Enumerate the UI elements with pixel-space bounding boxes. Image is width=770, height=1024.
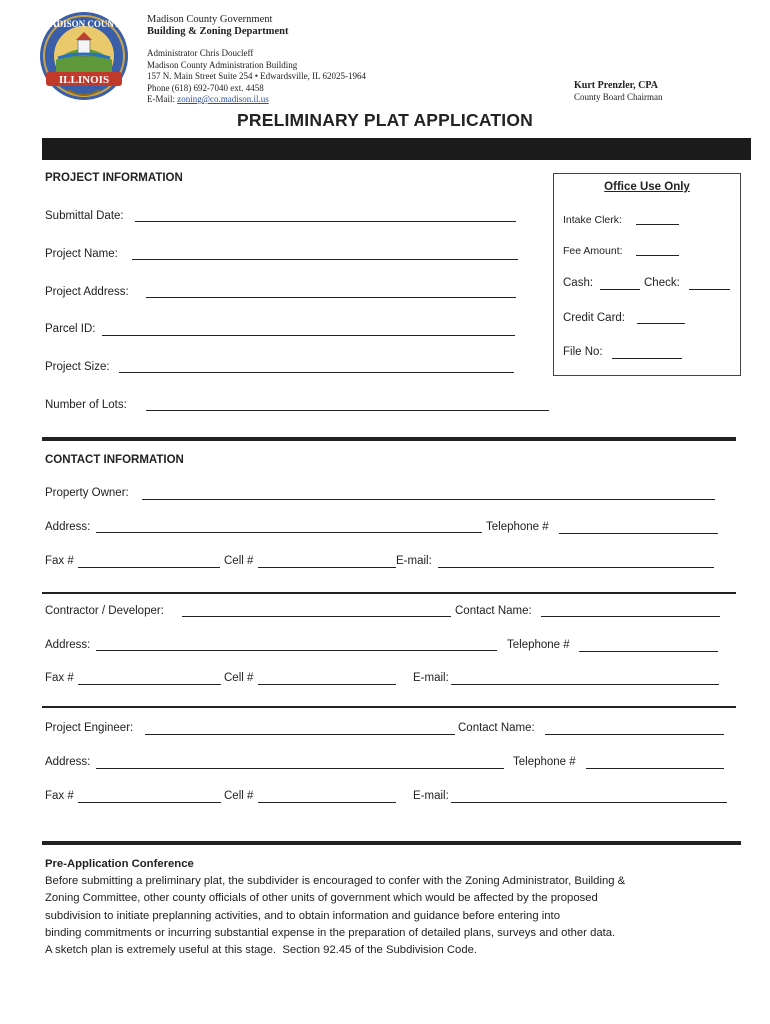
- project-size-label: Project Size:: [45, 361, 110, 373]
- contractor-cell-field[interactable]: [258, 684, 396, 685]
- number-of-lots-label: Number of Lots:: [45, 399, 127, 411]
- page-title: PRELIMINARY PLAT APPLICATION: [237, 110, 533, 130]
- contact-info-heading: CONTACT INFORMATION: [45, 454, 184, 466]
- fee-amount-field[interactable]: [636, 255, 679, 256]
- submittal-date-field[interactable]: [135, 221, 516, 222]
- contractor-email-field[interactable]: [451, 684, 719, 685]
- project-address-label: Project Address:: [45, 286, 129, 298]
- contractor-divider: [42, 706, 736, 708]
- contractor-field[interactable]: [182, 616, 451, 617]
- owner-address-label: Address:: [45, 521, 91, 533]
- engineer-address-field[interactable]: [96, 768, 504, 769]
- cash-field[interactable]: [600, 289, 640, 290]
- pre-application-line: subdivision to initiate preplanning activities, and to obtain information and guidance before entering into: [45, 909, 560, 922]
- owner-address-field[interactable]: [96, 532, 482, 533]
- pre-application-line: A sketch plan is extremely useful at this stage. Section 92.45 of the Subdivision Code.: [45, 944, 478, 957]
- project-address-field[interactable]: [146, 297, 516, 298]
- owner-fax-label: Fax #: [45, 555, 74, 567]
- credit-card-field[interactable]: [637, 323, 685, 324]
- department-header: [147, 14, 366, 106]
- contractor-fax-field[interactable]: [78, 684, 221, 685]
- chairman-title: County Board Chairman: [574, 91, 663, 102]
- pre-application-heading: Pre-Application Conference: [45, 858, 194, 870]
- cash-label: Cash:: [563, 277, 594, 289]
- property-owner-field[interactable]: [142, 499, 715, 500]
- chairman-name: Kurt Prenzler, CPA: [574, 80, 658, 91]
- parcel-id-label: Parcel ID:: [45, 323, 96, 335]
- intake-clerk-field[interactable]: [636, 224, 679, 225]
- owner-email-label: E-mail:: [396, 555, 432, 567]
- email-label: E-Mail:: [147, 94, 178, 104]
- engineer-contact-name-field[interactable]: [545, 734, 724, 735]
- pre-application-line: Before submitting a preliminary plat, the subdivider is encouraged to confer with the Zoning Administrator, Building &: [45, 875, 626, 888]
- intake-clerk-label: Intake Clerk:: [563, 214, 622, 226]
- project-info-heading: PROJECT INFORMATION: [45, 172, 183, 184]
- file-no-field[interactable]: [612, 358, 682, 359]
- owner-email-field[interactable]: [438, 567, 714, 568]
- fee-amount-label: Fee Amount:: [563, 245, 623, 257]
- engineer-cell-label: Cell #: [224, 790, 254, 802]
- chairman-block: [574, 80, 663, 103]
- contractor-address-field[interactable]: [96, 650, 497, 651]
- pre-application-line: binding commitments or incurring substantial expense in the preparation of detailed plans, surveys and other data.: [45, 926, 616, 939]
- engineer-fax-field[interactable]: [78, 802, 221, 803]
- email-row: [147, 94, 366, 106]
- owner-divider: [42, 592, 736, 594]
- engineer-telephone-label: Telephone #: [513, 756, 576, 768]
- phone: Phone (618) 692-7040 ext. 4458: [147, 82, 264, 93]
- check-field[interactable]: [689, 289, 730, 290]
- engineer-field[interactable]: [145, 734, 455, 735]
- street-address: 157 N. Main Street Suite 254 • Edwardsville, IL 62025-1964: [147, 71, 367, 81]
- engineer-address-label: Address:: [45, 756, 91, 768]
- title-bar: [42, 138, 751, 160]
- engineer-cell-field[interactable]: [258, 802, 396, 803]
- section-divider: [42, 437, 736, 441]
- engineer-email-label: E-mail:: [413, 790, 449, 802]
- seal-bottom-text: ILLINOIS: [58, 74, 110, 86]
- file-no-label: File No:: [563, 346, 603, 358]
- engineer-contact-name-label: Contact Name:: [458, 722, 535, 734]
- dept-name: Madison County Government: [147, 14, 273, 25]
- seal-top-text: MADISON COUNTY: [41, 19, 127, 29]
- project-name-label: Project Name:: [45, 248, 118, 260]
- office-use-heading: Office Use Only: [604, 181, 690, 193]
- owner-fax-field[interactable]: [78, 567, 220, 568]
- dept-subname: Building & Zoning Department: [147, 26, 289, 37]
- engineer-label: Project Engineer:: [45, 722, 134, 734]
- number-of-lots-field[interactable]: [146, 410, 549, 411]
- submittal-date-label: Submittal Date:: [45, 210, 124, 222]
- engineer-email-field[interactable]: [451, 802, 727, 803]
- engineer-fax-label: Fax #: [45, 790, 74, 802]
- check-label: Check:: [644, 277, 680, 289]
- owner-telephone-field[interactable]: [559, 533, 718, 534]
- pre-application-section: [45, 858, 725, 959]
- pre-application-line: Zoning Committee, other county officials of other units of government which would be affected by the proposed: [45, 892, 598, 905]
- contractor-label: Contractor / Developer:: [45, 605, 164, 617]
- parcel-id-field[interactable]: [102, 335, 515, 336]
- owner-telephone-label: Telephone #: [486, 521, 549, 533]
- madison-county-seal-logo: [38, 10, 130, 102]
- contractor-fax-label: Fax #: [45, 672, 74, 684]
- credit-card-label: Credit Card:: [563, 312, 625, 324]
- contractor-contact-name-label: Contact Name:: [455, 605, 532, 617]
- contractor-telephone-field[interactable]: [579, 651, 718, 652]
- contractor-address-label: Address:: [45, 639, 91, 651]
- contractor-telephone-label: Telephone #: [507, 639, 570, 651]
- bottom-divider: [42, 841, 741, 845]
- project-name-field[interactable]: [132, 259, 518, 260]
- contractor-cell-label: Cell #: [224, 672, 254, 684]
- contractor-contact-name-field[interactable]: [541, 616, 720, 617]
- administrator: Administrator Chris Doucleff: [147, 48, 254, 58]
- contractor-email-label: E-mail:: [413, 672, 449, 684]
- owner-cell-field[interactable]: [258, 567, 396, 568]
- building-name: Madison County Administration Building: [147, 59, 298, 70]
- property-owner-label: Property Owner:: [45, 487, 129, 499]
- email-link[interactable]: zoning@co.madison.il.us: [177, 94, 269, 104]
- engineer-telephone-field[interactable]: [586, 768, 724, 769]
- owner-cell-label: Cell #: [224, 555, 254, 567]
- project-size-field[interactable]: [119, 372, 514, 373]
